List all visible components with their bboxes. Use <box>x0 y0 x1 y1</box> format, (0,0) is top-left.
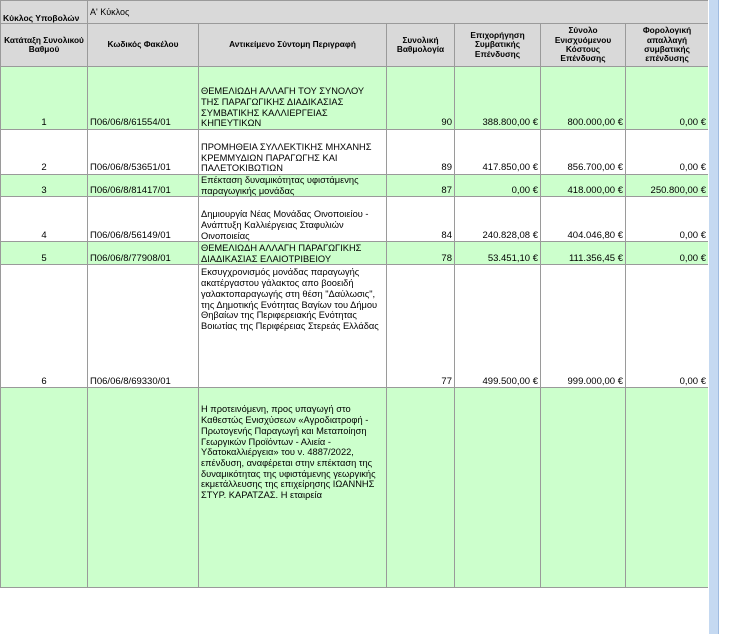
col-code-header[interactable]: Κωδικός Φακέλου <box>88 24 199 67</box>
cycle-value[interactable]: Α' Κύκλος <box>88 1 709 24</box>
description-cell[interactable]: Επέκταση δυναμικότητας υφιστάμενης παραγωγικής μονάδας <box>199 175 387 197</box>
rank-cell[interactable]: 4 <box>1 197 88 242</box>
tax-cell[interactable]: 0,00 € <box>626 265 709 388</box>
grant-cell[interactable]: 499.500,00 € <box>455 265 541 388</box>
grant-cell[interactable]: 240.828,08 € <box>455 197 541 242</box>
column-header-row <box>1 24 709 67</box>
code-cell[interactable] <box>88 388 199 588</box>
tax-cell[interactable]: 250.800,00 € <box>626 175 709 197</box>
tax-cell[interactable]: 0,00 € <box>626 197 709 242</box>
tax-cell[interactable]: 0,00 € <box>626 242 709 265</box>
score-cell[interactable] <box>387 388 455 588</box>
grant-cell[interactable]: 388.800,00 € <box>455 67 541 130</box>
table-row <box>1 388 709 588</box>
rank-cell[interactable]: 3 <box>1 175 88 197</box>
sheet-edge-divider <box>718 0 719 634</box>
description-cell[interactable]: Δημιουργία Νέας Μονάδας Οινοποιείου - Ανάπτυξη Καλλιέργειας Σταφυλιών Οινοποιείας <box>199 197 387 242</box>
cost-cell[interactable] <box>541 388 626 588</box>
code-cell[interactable]: Π06/06/8/61554/01 <box>88 67 199 130</box>
cost-cell[interactable]: 404.046,80 € <box>541 197 626 242</box>
rank-cell[interactable]: 5 <box>1 242 88 265</box>
col-tax-header[interactable]: Φορολογική απαλλαγή συμβατικής επένδυσης <box>626 24 709 67</box>
col-cost-header[interactable]: Σύνολο Ενισχυόμενου Κόστους Επένδυσης <box>541 24 626 67</box>
cycle-row <box>1 1 709 24</box>
code-cell[interactable]: Π06/06/8/53651/01 <box>88 130 199 175</box>
score-cell[interactable]: 90 <box>387 67 455 130</box>
tax-cell[interactable]: 0,00 € <box>626 130 709 175</box>
description-cell[interactable]: Εκσυγχρονισμός μονάδας παραγωγής ακατέργαστου γάλακτος απο βοοειδή γαλακτοπαραγωγής στη θέση "Δαύλωσις", της Δημοτικής Ενότητας Βαγίων του Δήμου Θηβαίων της Περιφερειακής Ενότητας Βοιωτίας της Περιφέρειας Στερεάς Ελλάδας <box>199 265 387 388</box>
rank-cell[interactable] <box>1 388 88 588</box>
score-cell[interactable]: 89 <box>387 130 455 175</box>
code-cell[interactable]: Π06/06/8/81417/01 <box>88 175 199 197</box>
grant-cell[interactable] <box>455 388 541 588</box>
table-row <box>1 265 709 388</box>
rank-cell[interactable]: 6 <box>1 265 88 388</box>
table-row <box>1 67 709 130</box>
col-description-header[interactable]: Αντικείμενο Σύντομη Περιγραφή <box>199 24 387 67</box>
code-cell[interactable]: Π06/06/8/69330/01 <box>88 265 199 388</box>
code-cell[interactable]: Π06/06/8/56149/01 <box>88 197 199 242</box>
cost-cell[interactable]: 856.700,00 € <box>541 130 626 175</box>
grant-cell[interactable]: 417.850,00 € <box>455 130 541 175</box>
tax-cell[interactable] <box>626 388 709 588</box>
grant-cell[interactable]: 53.451,10 € <box>455 242 541 265</box>
table-row <box>1 242 709 265</box>
col-grant-header[interactable]: Επιχορήγηση Συμβατικής Επένδυσης <box>455 24 541 67</box>
col-score-header[interactable]: Συνολική Βαθμολογία <box>387 24 455 67</box>
table-row <box>1 175 709 197</box>
score-cell[interactable]: 87 <box>387 175 455 197</box>
description-cell[interactable]: Η προτεινόμενη, προς υπαγωγή στο Καθεστώς Ενισχύσεων «Αγροδιατροφή - Πρωτογενής Παραγωγή και Μεταποίηση Γεωργικών Προϊόντων - Αλιεία - Υδατοκαλλιέργεια» του ν. 4887/2022, επένδυση, αναφέρεται στην επέκταση της δυναμικότητας της υφιστάμενης γεωργικής εκμετάλλευσης της επιχείρησης ΙΩΑΝΝΗΣ ΣΤΥΡ. ΚΑΡΑΤΖΑΣ. Η εταιρεία <box>199 388 387 588</box>
sheet-edge-highlight <box>709 0 718 634</box>
cost-cell[interactable]: 999.000,00 € <box>541 265 626 388</box>
score-cell[interactable]: 84 <box>387 197 455 242</box>
score-cell[interactable]: 77 <box>387 265 455 388</box>
description-cell[interactable]: ΘΕΜΕΛΙΩΔΗ ΑΛΛΑΓΗ ΠΑΡΑΓΩΓΙΚΗΣ ΔΙΑΔΙΚΑΣΙΑΣ ΕΛΑΙΟΤΡΙΒΕΙΟΥ <box>199 242 387 265</box>
score-cell[interactable]: 78 <box>387 242 455 265</box>
table-row <box>1 197 709 242</box>
rank-cell[interactable]: 2 <box>1 130 88 175</box>
cost-cell[interactable]: 800.000,00 € <box>541 67 626 130</box>
grant-cell[interactable]: 0,00 € <box>455 175 541 197</box>
description-cell[interactable]: ΘΕΜΕΛΙΩΔΗ ΑΛΛΑΓΗ ΤΟΥ ΣΥΝΟΛΟΥ ΤΗΣ ΠΑΡΑΓΩΓΙΚΗΣ ΔΙΑΔΙΚΑΣΙΑΣ ΣΥΜΒΑΤΙΚΗΣ ΚΑΛΛΙΕΡΓΕΙΑΣ ΚΗΠΕΥΤΙΚΩΝ <box>199 67 387 130</box>
cycle-label: Κύκλος Υποβολών <box>1 1 88 24</box>
col-rank-header[interactable]: Κατάταξη Συνολικού Βαθμού <box>1 24 88 67</box>
rank-cell[interactable]: 1 <box>1 67 88 130</box>
table-row <box>1 130 709 175</box>
description-cell[interactable]: ΠΡΟΜΗΘΕΙΑ ΣΥΛΛΕΚΤΙΚΗΣ ΜΗΧΑΝΗΣ ΚΡΕΜΜΥΔΙΩΝ ΠΑΡΑΓΩΓΗΣ ΚΑΙ ΠΑΛΕΤΟΚΙΒΩΤΙΩΝ <box>199 130 387 175</box>
tax-cell[interactable]: 0,00 € <box>626 67 709 130</box>
cost-cell[interactable]: 111.356,45 € <box>541 242 626 265</box>
code-cell[interactable]: Π06/06/8/77908/01 <box>88 242 199 265</box>
cost-cell[interactable]: 418.000,00 € <box>541 175 626 197</box>
